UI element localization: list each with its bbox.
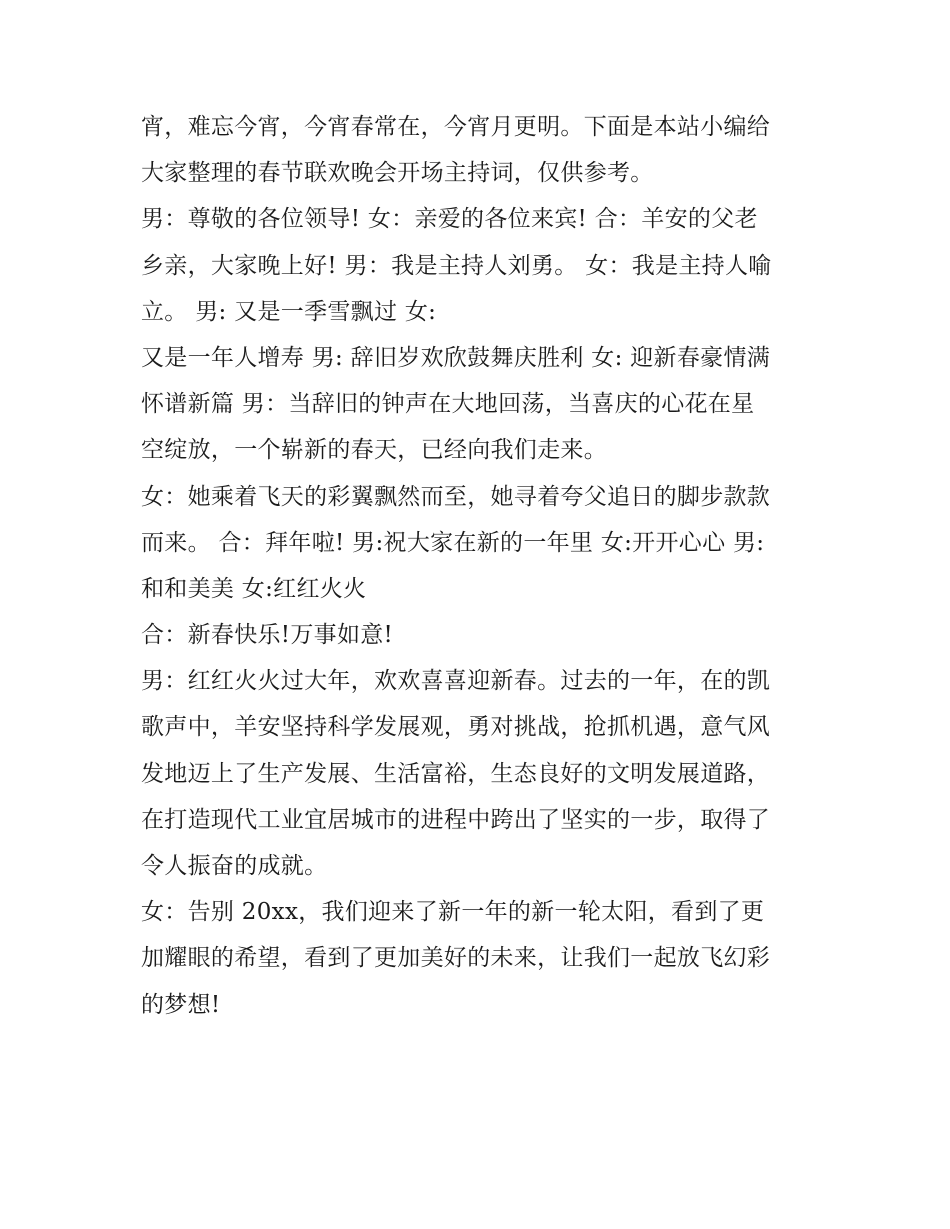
text-line: 歌声中，羊安坚持科学发展观，勇对挑战，抢抓机遇，意气风 [141,714,771,741]
text-line: 在打造现代工业宜居城市的进程中跨出了坚实的一步，取得了 [141,806,771,833]
text-line: 女：告别 20xx，我们迎来了新一年的新一轮太阳，看到了更 [141,899,765,926]
text-line: 令人振奋的成就。 [141,853,328,879]
text-line: 又是一年人增寿 男: 辞旧岁欢欣鼓舞庆胜利 女: 迎新春豪情满 [141,344,771,371]
text-line: 大家整理的春节联欢晚会开场主持词，仅供参考。 [141,160,654,187]
document-body [141,104,821,1028]
text-line: 立。 男: 又是一季雪飘过 女: [141,298,437,325]
text-line: 男：红红火火过大年，欢欢喜喜迎新春。过去的一年，在的凯 [141,668,771,695]
text-line: 空绽放，一个崭新的春天，已经向我们走来。 [141,437,607,464]
text-line: 加耀眼的希望，看到了更加美好的未来，让我们一起放飞幻彩 [141,945,771,972]
text-line: 宵，难忘今宵，今宵春常在，今宵月更明。下面是本站小编给 [141,114,771,140]
text-line: 怀谱新篇 男：当辞旧的钟声在大地回荡，当喜庆的心花在星 [141,391,755,418]
text-line: 而来。 合：拜年啦! 男:祝大家在新的一年里 女:开开心心 男: [141,529,765,556]
text-line: 女：她乘着飞天的彩翼飘然而至，她寻着夸父追日的脚步款款 [141,483,771,510]
text-line: 合：新春快乐!万事如意! [141,622,394,649]
text-line: 的梦想! [141,991,221,1018]
text-line: 和和美美 女:红红火火 [141,575,367,602]
text-line: 男：尊敬的各位领导! 女：亲爱的各位来宾! 合：羊安的父老 [141,206,758,233]
text-line: 乡亲，大家晚上好! 男：我是主持人刘勇。 女：我是主持人喻 [141,252,772,279]
text-line: 发地迈上了生产发展、生活富裕，生态良好的文明发展道路， [141,760,771,787]
